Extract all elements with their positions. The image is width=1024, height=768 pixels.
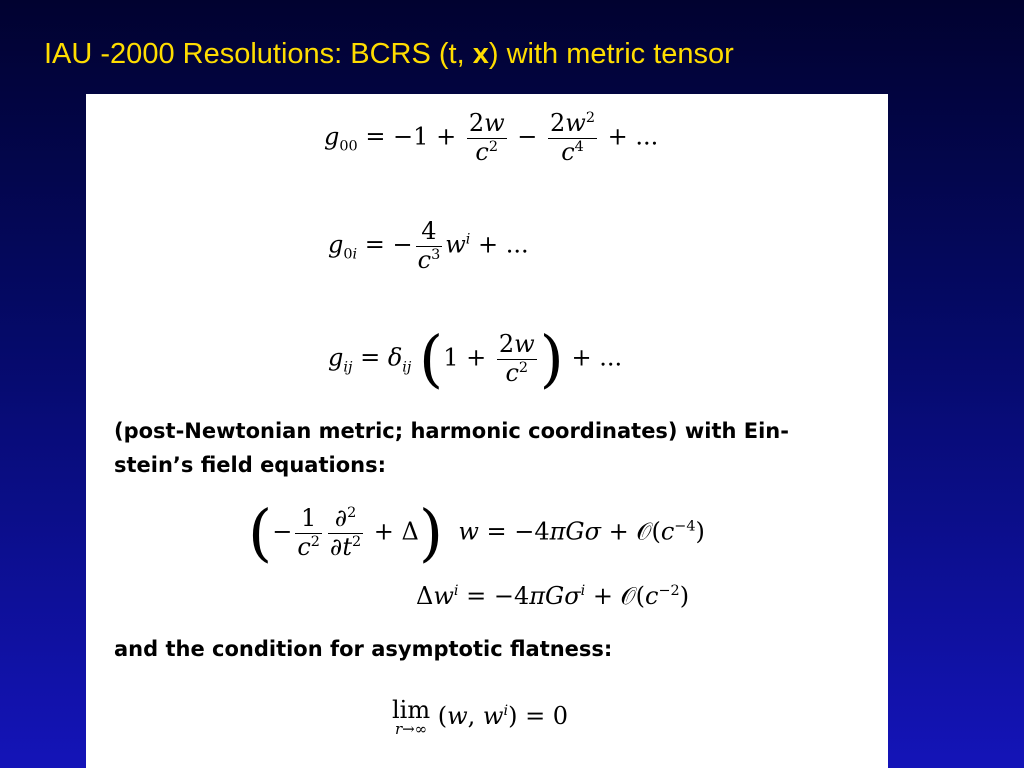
equation-field-i: $\Delta w^i = -4\pi G\sigma^i$ + $𝒪(c^{-2})$ [416,582,690,610]
equation-field: (− $\frac{1}{c^2}$ $\frac{\partial^2}{\partial t^2}$ + Δ) $w = -4\pi G\sigma + 𝒪(c^{-4})$ [248,496,705,569]
title-bold-x: x [472,38,489,70]
equation-gij: $g_{ij} = \delta_{ij}$ (1 + $\frac{2w}{c^2}$ ) + ... [328,322,623,395]
content-panel [86,94,888,768]
equation-g00: $g_{00} = -1$ + $\frac{2w}{c^2}$ − $\frac{2w^2}{c^4}$ + ... [324,109,659,166]
paragraph-line-1: (post-Newtonian metric; harmonic coordinates) with Ein- [114,419,789,443]
title-prefix: IAU -2000 Resolutions: BCRS (t, [44,38,473,70]
equation-flatness: lim r→∞ (w, $w^i) = 0$ [392,696,569,738]
slide-title [44,38,734,71]
paragraph-field-equations [114,414,864,482]
title-suffix: ) with metric tensor [488,38,734,70]
paragraph-line-2: stein’s field equations: [114,453,386,477]
paragraph-asymptotic-flatness: and the condition for asymptotic flatness: [114,637,613,661]
equation-g0i: $g_{0i}$ = − $\frac{4}{c^3}$ $w^i$ + ... [328,217,529,274]
